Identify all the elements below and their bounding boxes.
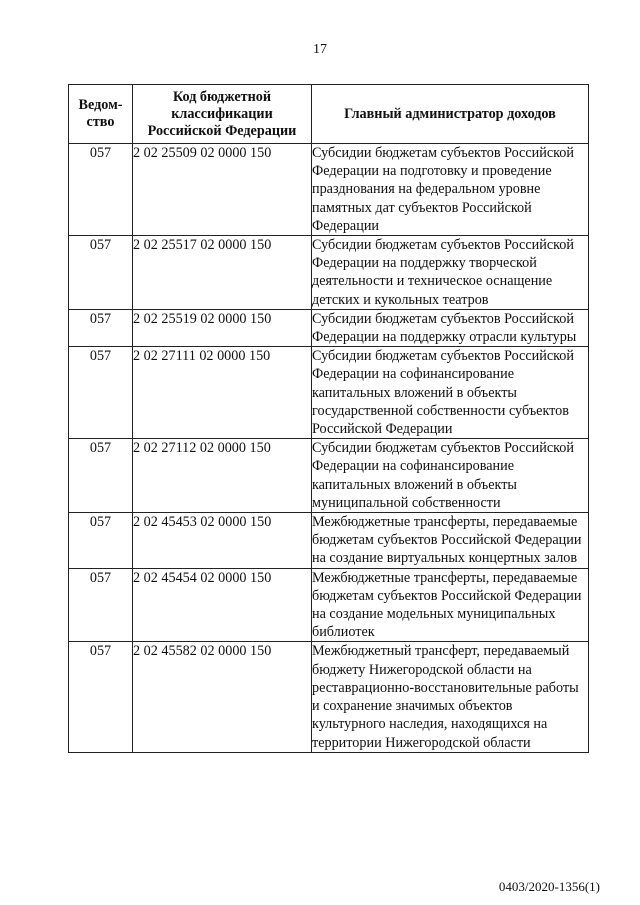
- table-header-row: [69, 85, 589, 144]
- administrator-cell: Субсидии бюджетам субъектов Российской Федерации на софинансирование капитальных вложений в объекты муниципальной собственности: [312, 439, 589, 513]
- header-code: Код бюджетной классификации Российской Федерации: [133, 85, 312, 144]
- table-row: [69, 144, 589, 236]
- header-administrator: Главный администратор доходов: [312, 85, 589, 144]
- table-row: [69, 236, 589, 310]
- document-id: 0403/2020-1356(1): [498, 879, 600, 894]
- budget-revenue-table: [68, 84, 589, 753]
- code-cell: 2 02 45454 02 0000 150: [133, 568, 312, 642]
- code-cell: 2 02 25519 02 0000 150: [133, 309, 312, 346]
- administrator-cell: Межбюджетный трансферт, передаваемый бюджету Нижегородской области на реставрационно-восстановительные работы и сохранение значимых объектов культурного наследия, находящихся на территории Нижегородской области: [312, 642, 589, 752]
- department-cell: 057: [69, 144, 133, 236]
- department-cell: 057: [69, 513, 133, 569]
- table-row: [69, 642, 589, 752]
- department-cell: 057: [69, 309, 133, 346]
- administrator-cell: Субсидии бюджетам субъектов Российской Федерации на поддержку творческой деятельности и техническое оснащение детских и кукольных театров: [312, 236, 589, 310]
- department-cell: 057: [69, 439, 133, 513]
- header-department: Ведом- ство: [69, 85, 133, 144]
- code-cell: 2 02 45453 02 0000 150: [133, 513, 312, 569]
- code-cell: 2 02 27112 02 0000 150: [133, 439, 312, 513]
- table-row: [69, 439, 589, 513]
- department-cell: 057: [69, 236, 133, 310]
- administrator-cell: Субсидии бюджетам субъектов Российской Федерации на софинансирование капитальных вложений в объекты государственной собственности субъектов Российской Федерации: [312, 347, 589, 439]
- code-cell: 2 02 45582 02 0000 150: [133, 642, 312, 752]
- page-number: 17: [313, 42, 327, 57]
- department-cell: 057: [69, 642, 133, 752]
- code-cell: 2 02 25517 02 0000 150: [133, 236, 312, 310]
- administrator-cell: Межбюджетные трансферты, передаваемые бюджетам субъектов Российской Федерации на создание модельных муниципальных библиотек: [312, 568, 589, 642]
- administrator-cell: Субсидии бюджетам субъектов Российской Федерации на поддержку отрасли культуры: [312, 309, 589, 346]
- table-row: [69, 309, 589, 346]
- table-row: [69, 568, 589, 642]
- code-cell: 2 02 27111 02 0000 150: [133, 347, 312, 439]
- department-cell: 057: [69, 568, 133, 642]
- table-row: [69, 513, 589, 569]
- code-cell: 2 02 25509 02 0000 150: [133, 144, 312, 236]
- department-cell: 057: [69, 347, 133, 439]
- table-row: [69, 347, 589, 439]
- administrator-cell: Межбюджетные трансферты, передаваемые бюджетам субъектов Российской Федерации на создание виртуальных концертных залов: [312, 513, 589, 569]
- administrator-cell: Субсидии бюджетам субъектов Российской Федерации на подготовку и проведение празднования на федеральном уровне памятных дат субъектов Российской Федерации: [312, 144, 589, 236]
